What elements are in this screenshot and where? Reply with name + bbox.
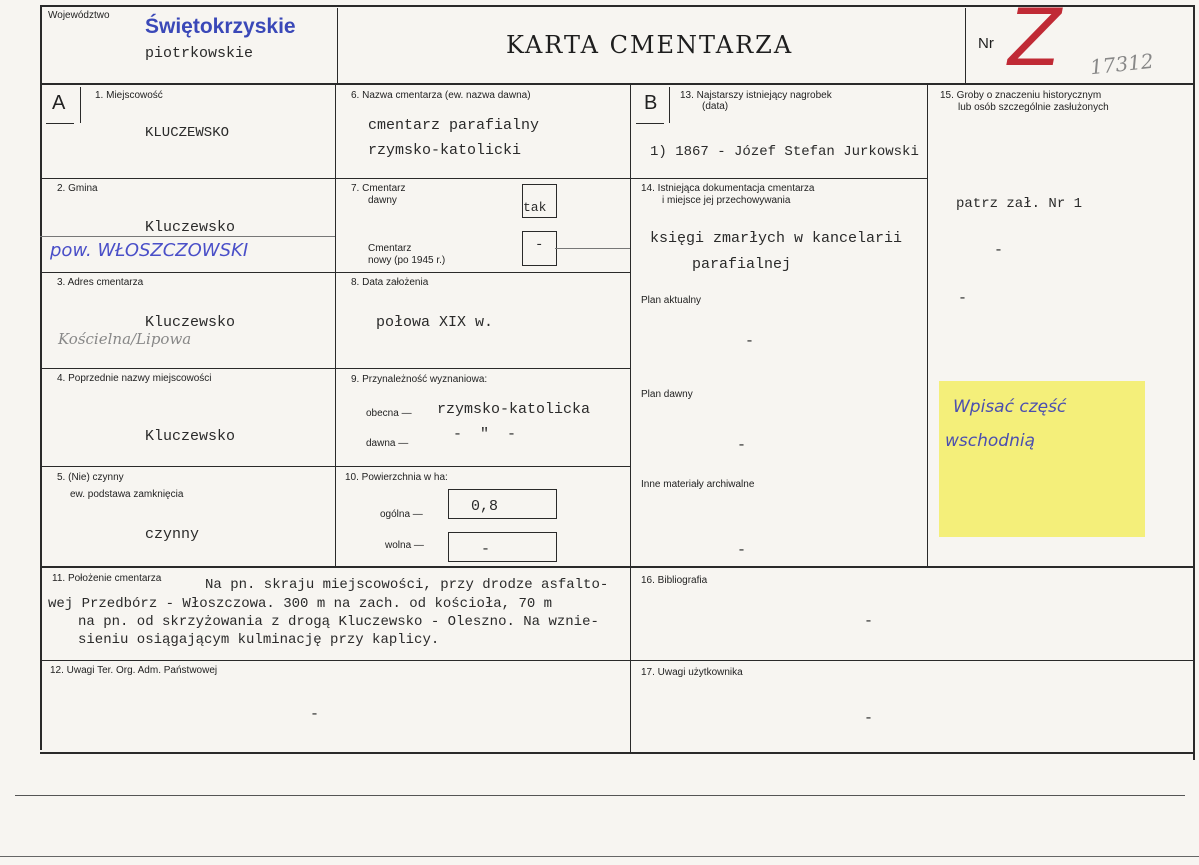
nazwa-line1: cmentarz parafialny — [368, 117, 540, 134]
plan-aktualny-label: Plan aktualny — [641, 295, 702, 306]
groby-dash-2: - — [958, 290, 968, 307]
groby-sub: lub osób szczególnie zasłużonych — [958, 102, 1109, 113]
nazwa-line2: rzymsko-katolicki — [368, 142, 522, 159]
nazwa-label: 6. Nazwa cmentarza (ew. nazwa dawna) — [351, 90, 531, 101]
wolna-box — [448, 532, 557, 562]
page-title: KARTA CMENTARZA — [506, 31, 794, 59]
dawny-value: tak — [523, 200, 547, 215]
inne-value: - — [737, 542, 747, 559]
nowy-box — [522, 231, 557, 266]
miejscowosc-value: KLUCZEWSKO — [145, 125, 230, 141]
row-line-2 — [40, 272, 630, 273]
obecna-value: rzymsko-katolicka — [437, 401, 591, 418]
miejscowosc-label: 1. Miejscowość — [95, 90, 163, 101]
section-b-underline — [636, 123, 664, 124]
row-line-6 — [40, 660, 1195, 661]
header-divider-1 — [337, 8, 338, 83]
nowy-label: Cmentarz — [368, 243, 412, 254]
row-line-4 — [40, 466, 630, 467]
plan-dawny-value: - — [737, 437, 747, 454]
sticky-line-2: wschodnią — [945, 431, 1035, 451]
gmina-label: 2. Gmina — [57, 183, 98, 194]
polozenie-line-3: na pn. od skrzyżowania z drogą Kluczewsko - Oleszno. Na wznie- — [78, 614, 599, 630]
czynny-sublabel: ew. podstawa zamknięcia — [70, 489, 184, 500]
plan-aktualny-value: - — [745, 333, 755, 350]
dawny-label: 7. Cmentarz — [351, 183, 406, 194]
section-a-mark — [80, 87, 81, 123]
adres-value: Kluczewsko — [145, 314, 236, 331]
dawny-box — [522, 184, 557, 218]
powiat-handwritten: pow. WŁOSZCZOWSKI — [50, 240, 249, 261]
czynny-label: 5. (Nie) czynny — [57, 472, 124, 483]
sticky-line-1: Wpisać część — [953, 397, 1067, 417]
row-line-5 — [40, 566, 1195, 568]
dawny-sub: dawny — [368, 195, 397, 206]
frame-bottom — [40, 752, 1195, 754]
frame-left — [40, 5, 42, 750]
bottom-rule — [0, 856, 1199, 857]
section-a-underline — [46, 123, 74, 124]
uwagi-uzyt-value: - — [864, 710, 874, 727]
ogolna-value: 0,8 — [471, 498, 499, 515]
row-line-1 — [40, 178, 630, 179]
nowy-value: - — [535, 237, 544, 253]
dokumentacja-sub: i miejsce jej przechowywania — [662, 195, 791, 206]
adres-pencil: Kościelna/Lipowa — [58, 330, 192, 348]
wolna-value: - — [481, 541, 491, 558]
nr-label: Nr — [978, 35, 994, 52]
row-line-3 — [40, 368, 630, 369]
plan-dawny-label: Plan dawny — [641, 389, 693, 400]
data-value: połowa XIX w. — [376, 314, 494, 331]
nagrobek-label: 13. Najstarszy istniejący nagrobek — [680, 90, 832, 101]
section-b-letter: B — [644, 92, 658, 114]
section-b-mark — [669, 87, 670, 123]
nowy-sub: nowy (po 1945 r.) — [368, 255, 446, 266]
col-divider-c — [927, 85, 928, 567]
dokumentacja-line2: parafialnej — [692, 256, 792, 273]
czynny-value: czynny — [145, 526, 200, 543]
dawna-value: - " - — [453, 426, 517, 443]
voivodeship-label: Województwo — [48, 10, 110, 21]
nowy-connector — [555, 248, 630, 249]
uwagi-ter-value: - — [310, 706, 320, 723]
polozenie-line-2: wej Przedbórz - Włoszczowa. 300 m na zach. od kościoła, 70 m — [48, 596, 553, 612]
bibliografia-label: 16. Bibliografia — [641, 575, 708, 586]
gmina-value: Kluczewsko — [145, 219, 236, 236]
nagrobek-sub: (data) — [702, 101, 729, 112]
poprzednie-label: 4. Poprzednie nazwy miejscowości — [57, 373, 212, 384]
poprzednie-value: Kluczewsko — [145, 428, 236, 445]
dokumentacja-label: 14. Istniejąca dokumentacja cmentarza — [641, 183, 815, 194]
nr-handwritten: Z — [1008, 0, 1062, 84]
adres-label: 3. Adres cmentarza — [57, 277, 144, 288]
voivodeship-stamp: Świętokrzyskie — [145, 15, 296, 38]
nagrobek-value: 1) 1867 - Józef Stefan Jurkowski — [650, 144, 919, 160]
inne-label: Inne materiały archiwalne — [641, 479, 755, 490]
wolna-label: wolna — — [385, 540, 424, 551]
row-line-1b — [630, 178, 927, 179]
polozenie-label: 11. Położenie cmentarza — [52, 573, 162, 584]
ogolna-box — [448, 489, 557, 519]
obecna-label: obecna — — [366, 408, 412, 419]
groby-value: patrz zał. Nr 1 — [956, 196, 1083, 212]
uwagi-uzyt-label: 17. Uwagi użytkownika — [641, 667, 743, 678]
section-a-letter: A — [52, 92, 66, 114]
former-voivodeship: piotrkowskie — [145, 45, 254, 62]
polozenie-line-4: sieniu osiągającym kulminację przy kaplicy. — [78, 632, 440, 648]
nr-pencil: 17312 — [1088, 48, 1155, 80]
bibliografia-value: - — [864, 613, 874, 630]
groby-label: 15. Groby o znaczeniu historycznym — [940, 90, 1102, 101]
col-divider-b — [630, 85, 631, 752]
gmina-sub-line — [40, 236, 335, 237]
dokumentacja-line1: księgi zmarłych w kancelarii — [650, 230, 903, 247]
header-divider-2 — [965, 8, 966, 83]
powierzchnia-label: 10. Powierzchnia w ha: — [345, 472, 448, 483]
sticky-note — [939, 381, 1145, 537]
wyznanie-label: 9. Przynależność wyznaniowa: — [351, 374, 488, 385]
dawna-label: dawna — — [366, 438, 409, 449]
data-label: 8. Data założenia — [351, 277, 429, 288]
ogolna-label: ogólna — — [380, 509, 423, 520]
col-divider-a — [335, 85, 336, 567]
frame-right — [1193, 5, 1195, 760]
uwagi-ter-label: 12. Uwagi Ter. Org. Adm. Państwowej — [50, 665, 218, 676]
lower-rule — [15, 795, 1185, 796]
groby-dash-1: - — [994, 242, 1004, 259]
polozenie-line-1: Na pn. skraju miejscowości, przy drodze asfalto- — [205, 577, 609, 593]
